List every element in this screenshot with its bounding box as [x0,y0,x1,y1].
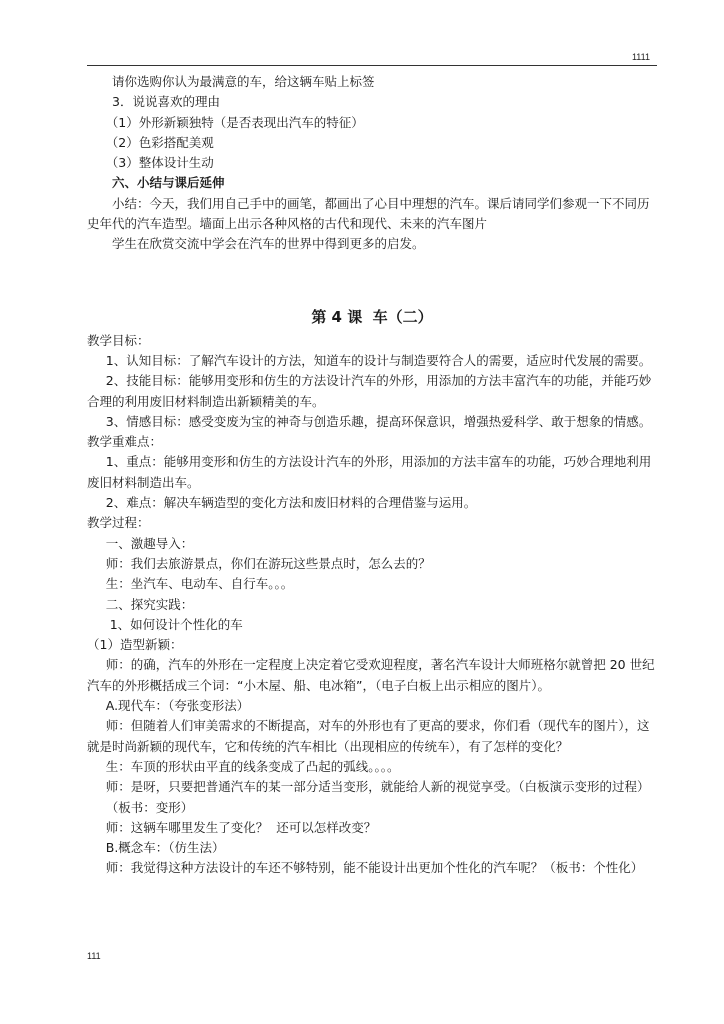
text-line: 3．说说喜欢的理由 [112,94,220,110]
subheading: 教学过程： [87,515,150,531]
text-line: 一、激趣导入： [105,535,194,551]
text-line: 师：我们去旅游景点，你们在游玩这些景点时，怎么去的？ [105,555,431,571]
subheading: 教学目标： [87,332,150,348]
paragraph: 3、情感目标：感受变废为宝的神奇与创造乐趣，提高环保意识，增强热爱科学、敢于想象的情感。 [105,413,652,429]
paragraph: 小结：今天，我们用自己手中的画笔，都画出了心目中理想的汽车。课后请同学们参观一下不同历史年代的汽车造型。墙面上出示各种风格的古代和现代、未来的汽车图片 [87,195,650,232]
paragraph: 学生在欣赏交流中学会在汽车的世界中得到更多的启发。 [112,236,425,252]
section-heading: 六、小结与课后延伸 [112,175,225,191]
text-line: （2）色彩搭配美观 [105,134,214,150]
text-line: 1、如何设计个性化的车 [105,616,243,632]
text-line: B.概念车：（仿生法） [105,840,225,856]
paragraph: 师：但随着人们审美需求的不断提高，对车的外形也有了更高的要求，你们看（现代车的图片），这就是时尚新颖的现代车，它和传统的汽车相比（出现相应的传统车），有了怎样的变化？ [87,718,650,754]
paragraph: 师：是呀，只要把普通汽车的某一部分适当变形，就能给人新的视觉享受。（白板演示变形的过程） [105,779,650,795]
paragraph: 1、重点：能够用变形和仿生的方法设计汽车的外形，用添加的方法丰富车的功能，巧妙合理地利用废旧材料制造出车。 [87,454,652,490]
text-line: 二、探究实践： [105,596,194,612]
text-line: 请你选购你认为最满意的车，给这辆车贴上标签 [112,74,375,89]
header-rule [87,65,657,66]
text-line: （1）造型新颖： [87,637,183,653]
text-line: 师：这辆车哪里发生了变化？ 还可以怎样改变？ [105,819,377,835]
paragraph: 2、难点：解决车辆造型的变化方法和废旧材料的合理借鉴与运用。 [105,495,477,511]
header-page-number: 1111 [631,52,650,62]
paragraph: 1、认知目标：了解汽车设计的方法，知道车的设计与制造要符合人的需要，适应时代发展的需要。 [105,352,652,368]
paragraph: 师：我觉得这种方法设计的车还不够特别，能不能设计出更加个性化的汽车呢？（板书：个性化） [105,860,644,876]
text-line: A.现代车：（夸张变形法） [105,698,250,714]
paragraph: 2、技能目标：能够用变形和仿生的方法设计汽车的外形，用添加的方法丰富汽车的功能，并能巧妙合理的利用废旧材料制造出新颖精美的车。 [87,373,652,409]
text-line: 生：车顶的形状由平直的线条变成了凸起的弧线。。。。 [105,758,400,774]
subheading: 教学重难点： [87,434,163,450]
paragraph: 师：的确，汽车的外形在一定程度上决定着它受欢迎程度，著名汽车设计大师班格尔就曾把 20 世纪汽车的外形概括成三个词：“小木屋、船、电冰箱”，（电子白板上出示相应的图片）。 [87,657,655,693]
text-line: （3）整体设计生动 [105,155,214,171]
document-body [87,72,657,879]
lesson-title: 第 4 课 车（二） [311,307,433,326]
text-line: （板书：变形） [105,799,194,815]
text-line: （1）外形新颖独特（是否表现出汽车的特征） [105,114,364,130]
footer-page-number: 111 [87,951,101,961]
text-line: 生：坐汽车、电动车、自行车。。。 [105,576,294,592]
